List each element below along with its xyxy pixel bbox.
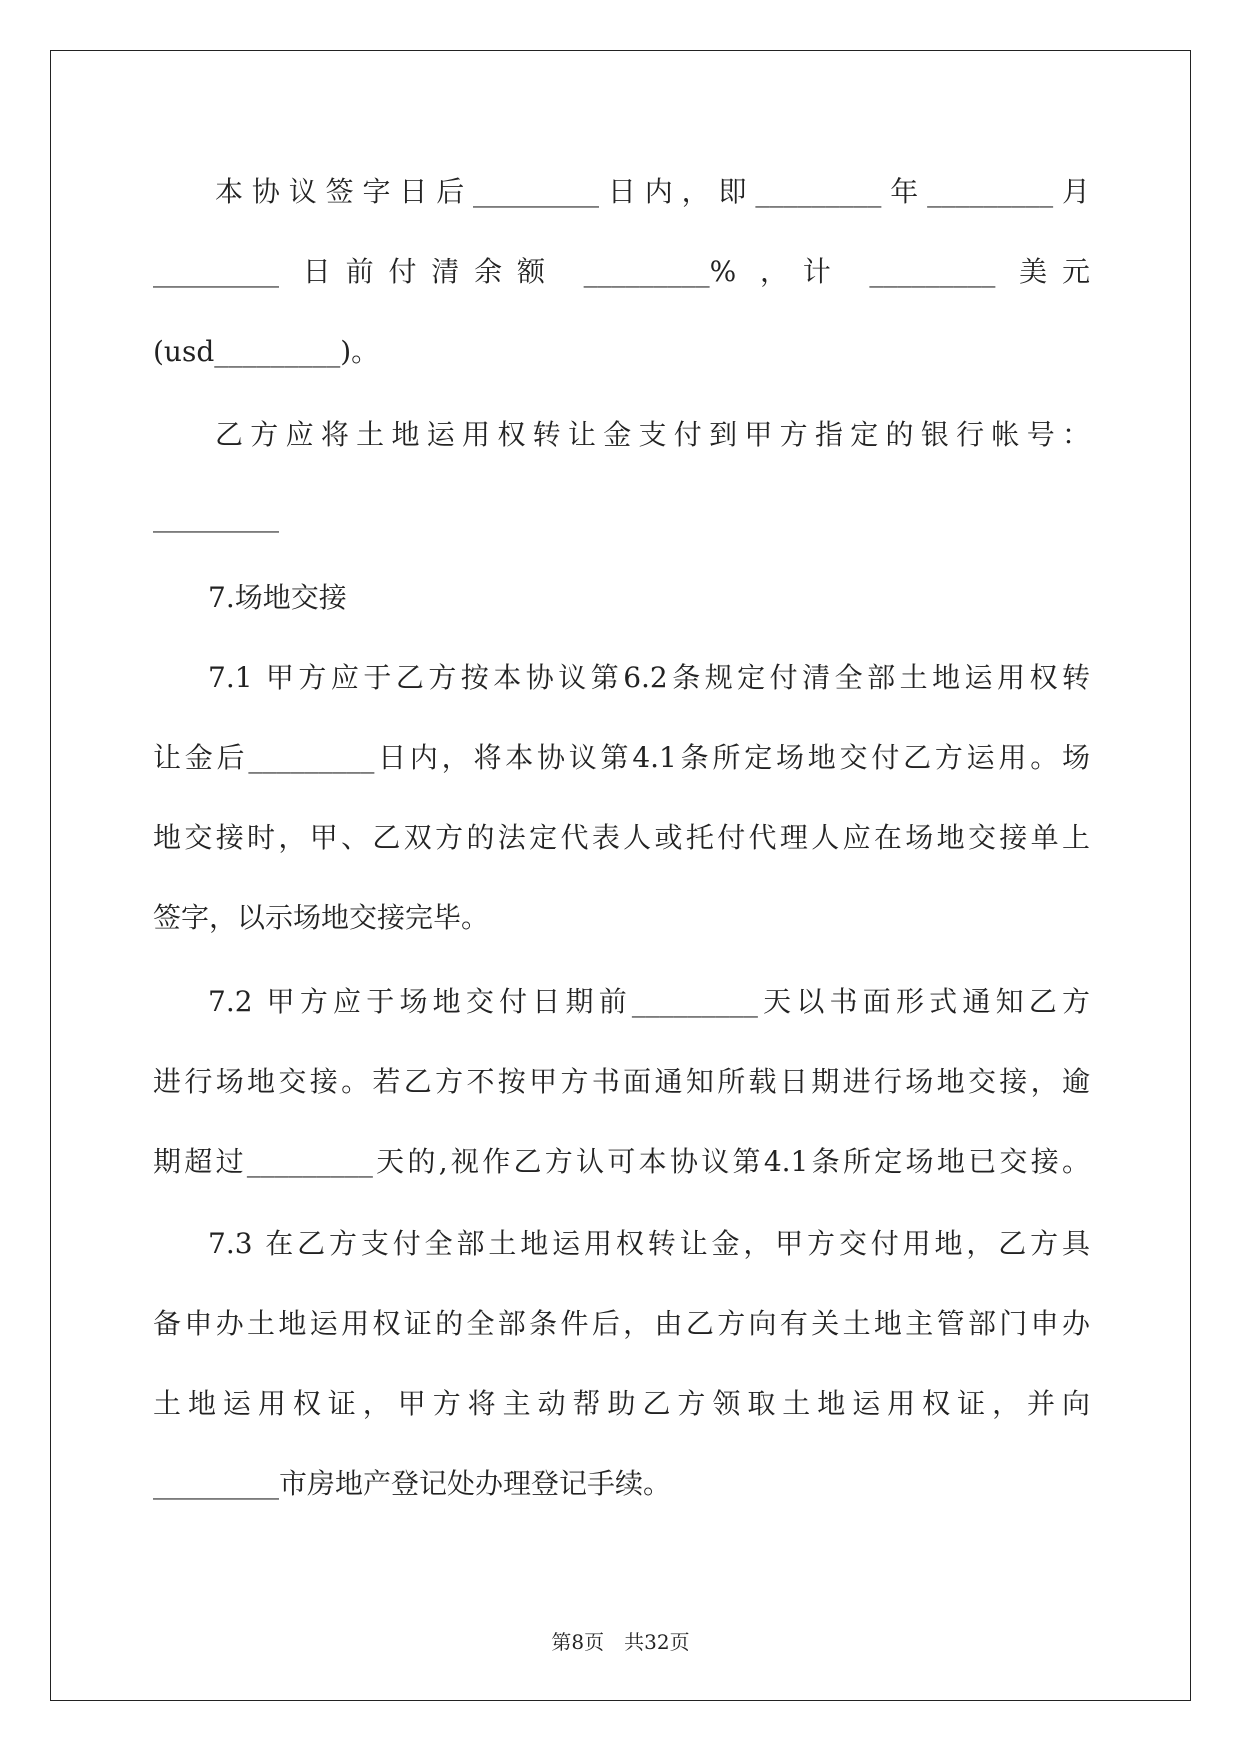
paragraph-7-1 (153, 638, 1090, 958)
text-line: 本协议签字日后_________日内，即_________年_________月 (215, 175, 1090, 208)
text-line: 签字，以示场地交接完毕。 (153, 901, 490, 934)
text-line: _________ (153, 500, 279, 533)
text-line: 7.1 甲方应于乙方按本协议第6.2条规定付清全部土地运用权转 (208, 661, 1090, 694)
text-line: 进行场地交接。若乙方不按甲方书面通知所载日期进行场地交接，逾 (153, 1065, 1090, 1098)
text-line: _________ 日前付清余额 _________% ，计 _________ 美元 (153, 255, 1090, 288)
text-line: 让金后_________日内，将本协议第4.1条所定场地交付乙方运用。场 (153, 741, 1090, 774)
text-line: 7.3 在乙方支付全部土地运用权转让金，甲方交付用地，乙方具 (208, 1227, 1090, 1260)
paragraph-7-2 (153, 962, 1090, 1202)
text-line: (usd_________)。 (153, 335, 380, 368)
page-number-footer: 第8页 共32页 (551, 1630, 690, 1654)
paragraph-bank-account-blank (153, 477, 1090, 557)
paragraph-bank-account (153, 395, 1090, 475)
text-line: 地交接时，甲、乙双方的法定代表人或托付代理人应在场地交接单上 (153, 821, 1090, 854)
section-heading-site-handover (153, 558, 1090, 638)
text-line: 土地运用权证，甲方将主动帮助乙方领取土地运用权证，并向 (153, 1387, 1090, 1420)
text-line: 备申办土地运用权证的全部条件后，由乙方向有关土地主管部门申办 (153, 1307, 1090, 1340)
text-line: 乙方应将土地运用权转让金支付到甲方指定的银行帐号： (215, 418, 1090, 451)
text-line: 期超过_________天的,视作乙方认可本协议第4.1条所定场地已交接。 (153, 1145, 1090, 1178)
paragraph-7-3 (153, 1204, 1090, 1524)
text-line: _________市房地产登记处办理登记手续。 (153, 1467, 672, 1500)
paragraph-payment-deadline (153, 152, 1090, 392)
text-line: 7.2 甲方应于场地交付日期前_________天以书面形式通知乙方 (208, 985, 1090, 1018)
section-heading: 7.场地交接 (208, 581, 347, 614)
